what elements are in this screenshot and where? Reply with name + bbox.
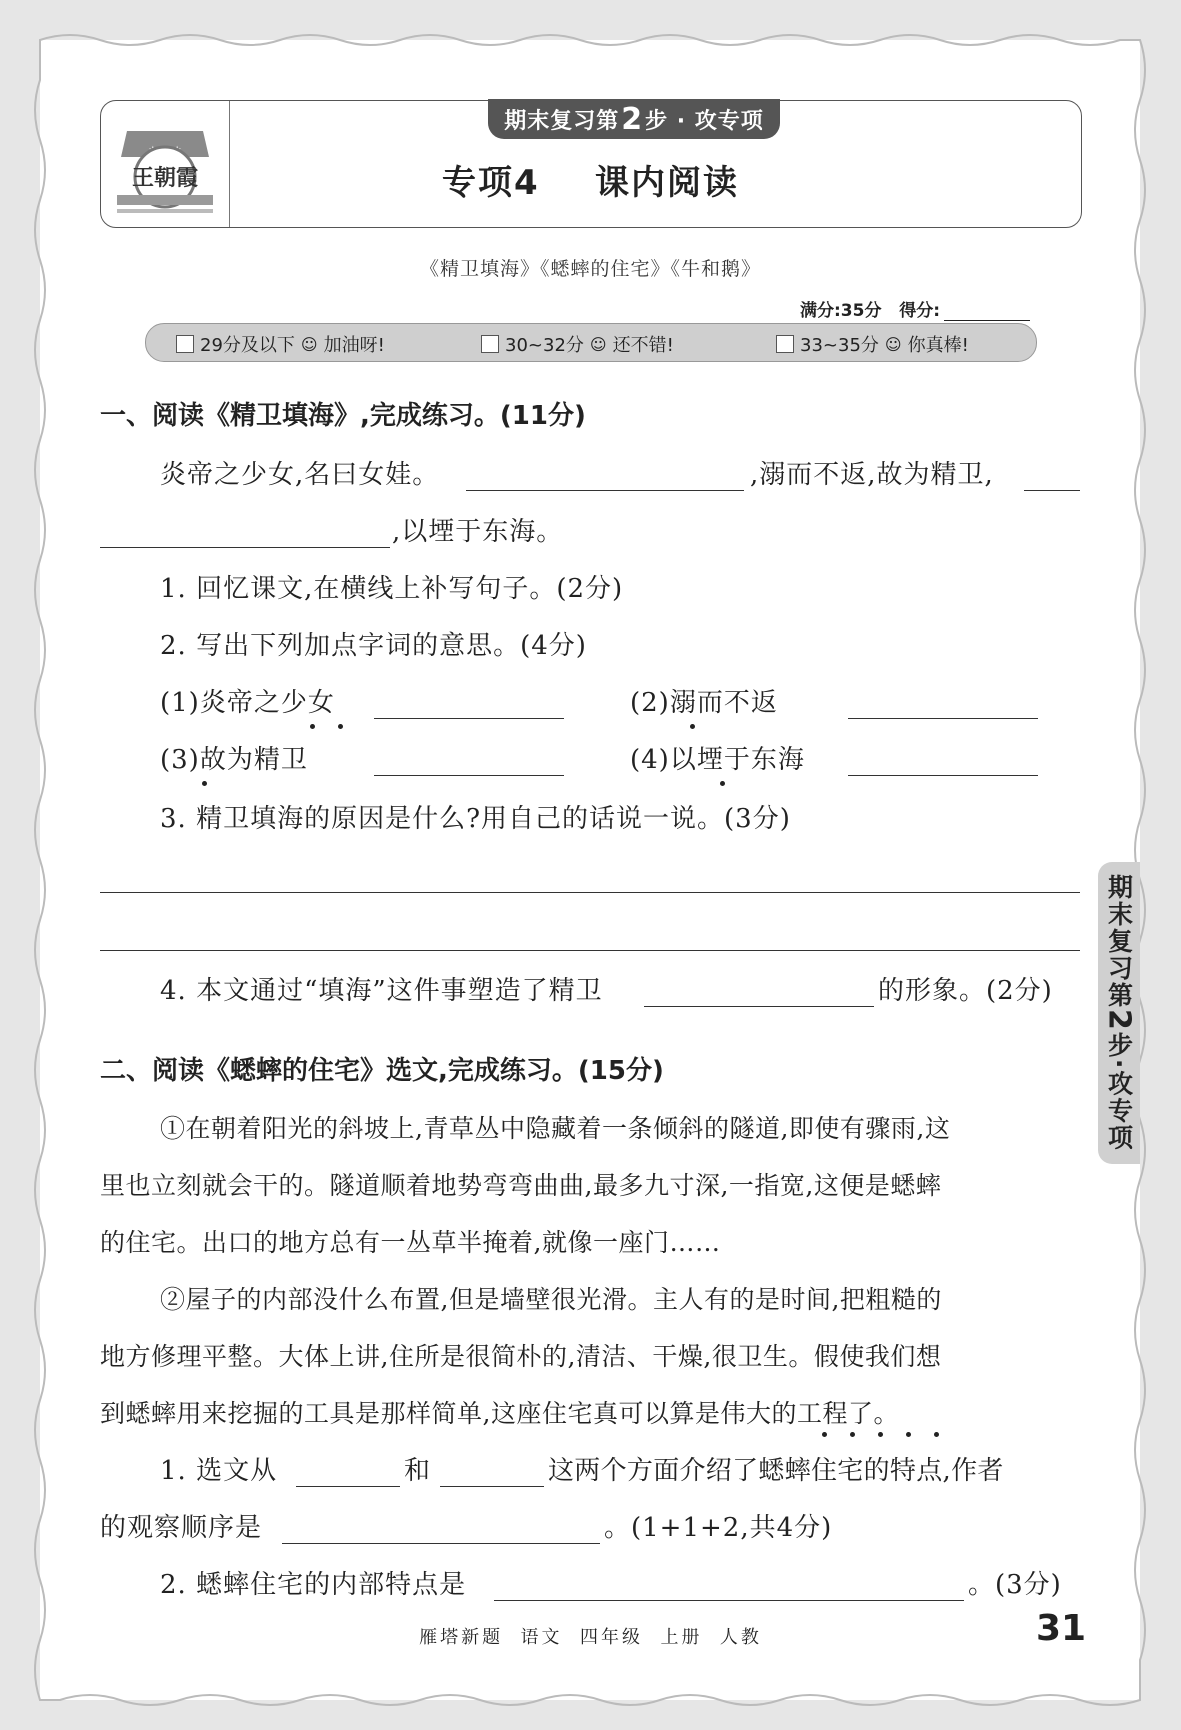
page-sheet xyxy=(40,40,1140,1700)
s2-q1-blank-2[interactable] xyxy=(440,1486,544,1487)
score-line xyxy=(800,296,1030,321)
passage-part-a: 炎帝之少女,名曰女娃。 xyxy=(160,460,440,490)
smile-face-icon: ☺ xyxy=(589,334,607,354)
emphasis-dot xyxy=(720,781,725,786)
logo-text: 王朝霞 xyxy=(131,165,199,191)
answer-line-2[interactable] xyxy=(100,950,1080,951)
grade-comment: 还不错! xyxy=(612,335,674,356)
emphasis-dot xyxy=(906,1432,911,1437)
passage-p2-line2: 地方修理平整。大体上讲,住所是很简朴的,清洁、干燥,很卫生。假使我们想 xyxy=(100,1342,942,1371)
smile-face-icon: ☺ xyxy=(884,334,902,354)
grade-item xyxy=(176,331,385,357)
q2-blank-3[interactable] xyxy=(374,775,564,776)
grade-checkbox[interactable] xyxy=(776,335,794,353)
side-tab-b: 步·攻专项 xyxy=(1104,1031,1134,1152)
s2-question-1c: 这两个方面介绍了蟋蟀住宅的特点,作者 xyxy=(548,1456,1004,1486)
grade-range: 29分及以下 xyxy=(200,335,295,356)
full-score: 满分:35分 xyxy=(800,301,882,321)
unit-title: 专项4 课内阅读 xyxy=(441,163,739,203)
page-number: 31 xyxy=(1036,1608,1087,1649)
q2-item-4: (4)以堙于东海 xyxy=(630,745,805,775)
s2-q2-blank[interactable] xyxy=(494,1600,964,1601)
grade-bar xyxy=(145,323,1037,362)
q2-blank-1[interactable] xyxy=(374,718,564,719)
passage-p2-line1: ②屋子的内部没什么布置,但是墙壁很光滑。主人有的是时间,把粗糙的 xyxy=(160,1285,942,1314)
smile-face-icon: ☺ xyxy=(300,334,318,354)
passage-part-c: ,以堙于东海。 xyxy=(392,517,564,547)
q2-blank-2[interactable] xyxy=(848,718,1038,719)
emphasis-dot xyxy=(878,1432,883,1437)
s1-question-2: 2. 写出下列加点字词的意思。(4分) xyxy=(160,631,587,661)
s1-question-4a: 4. 本文通过“填海”这件事塑造了精卫 xyxy=(160,976,603,1006)
s2-question-1a: 1. 选文从 xyxy=(160,1456,278,1486)
fill-blank-2a[interactable] xyxy=(1024,490,1080,491)
grade-checkbox[interactable] xyxy=(176,335,194,353)
fill-blank-1[interactable] xyxy=(466,490,744,491)
emphasis-dot xyxy=(202,781,207,786)
s1-question-3: 3. 精卫填海的原因是什么?用自己的话说一说。(3分) xyxy=(160,804,791,834)
q2-blank-4[interactable] xyxy=(848,775,1038,776)
passage-p1-line3: 的住宅。出口的地方总有一丛草半掩着,就像一座门…… xyxy=(100,1228,721,1257)
side-tab-a: 期末复习第 xyxy=(1104,874,1134,1009)
passage-p1-line1: ①在朝着阳光的斜坡上,青草丛中隐藏着一条倾斜的隧道,即使有骤雨,这 xyxy=(160,1114,951,1143)
source-texts: 《精卫填海》《蟋蟀的住宅》《牛和鹅》 xyxy=(419,258,761,280)
passage-part-b: ,溺而不返,故为精卫, xyxy=(750,460,994,490)
header-tab xyxy=(488,99,780,139)
emphasis-dot xyxy=(690,724,695,729)
grade-comment: 加油呀! xyxy=(323,335,385,356)
tab-suffix: 步 · 攻专项 xyxy=(645,108,764,134)
s2-q1-blank-3[interactable] xyxy=(282,1543,600,1544)
grade-range: 30~32分 xyxy=(505,335,584,356)
tab-prefix: 期末复习第 xyxy=(504,108,620,134)
passage-p1-line2: 里也立刻就会干的。隧道顺着地势弯弯曲曲,最多九寸深,一指宽,这便是蟋蟀 xyxy=(100,1171,942,1200)
s1-question-4b: 的形象。(2分) xyxy=(878,976,1053,1006)
score-label: 得分: xyxy=(899,301,941,321)
s2-q1-blank-1[interactable] xyxy=(296,1486,400,1487)
section1-title: 一、阅读《精卫填海》,完成练习。(11分) xyxy=(100,401,586,431)
s2-question-1b: 和 xyxy=(404,1456,432,1486)
answer-line-1[interactable] xyxy=(100,892,1080,893)
grade-checkbox[interactable] xyxy=(481,335,499,353)
section2-title: 二、阅读《蟋蟀的住宅》选文,完成练习。(15分) xyxy=(100,1056,664,1086)
side-tab-num: 2 xyxy=(1101,1009,1137,1032)
q2-item-1: (1)炎帝之少女 xyxy=(160,688,335,718)
s2-question-2a: 2. 蟋蟀住宅的内部特点是 xyxy=(160,1570,467,1600)
emphasis-dot xyxy=(338,724,343,729)
tab-number: 2 xyxy=(621,101,644,137)
grade-comment: 你真棒! xyxy=(907,335,969,356)
grade-item xyxy=(776,331,969,357)
passage-p2-line3: 到蟋蟀用来挖掘的工具是那样简单,这座住宅真可以算是伟大的工程了。 xyxy=(100,1399,899,1428)
emphasis-dot xyxy=(934,1432,939,1437)
grade-item xyxy=(481,331,674,357)
score-blank[interactable] xyxy=(944,306,1030,321)
q4-blank[interactable] xyxy=(644,1006,874,1007)
side-tab-text xyxy=(1101,874,1137,1152)
emphasis-dot xyxy=(822,1432,827,1437)
s2-question-1e: 。(1+1+2,共4分) xyxy=(604,1513,833,1543)
emphasis-dot xyxy=(850,1432,855,1437)
q2-item-2: (2)溺而不返 xyxy=(630,688,778,718)
emphasis-dot xyxy=(310,724,315,729)
side-tab xyxy=(1098,862,1140,1164)
q2-item-3: (3)故为精卫 xyxy=(160,745,308,775)
fill-blank-2b[interactable] xyxy=(100,547,390,548)
grade-range: 33~35分 xyxy=(800,335,879,356)
footer-text: 雁塔新题 语文 四年级 上册 人教 xyxy=(419,1627,762,1648)
s1-question-1: 1. 回忆课文,在横线上补写句子。(2分) xyxy=(160,574,624,604)
s2-question-1d: 的观察顺序是 xyxy=(100,1513,263,1543)
s2-question-2b: 。(3分) xyxy=(968,1570,1062,1600)
